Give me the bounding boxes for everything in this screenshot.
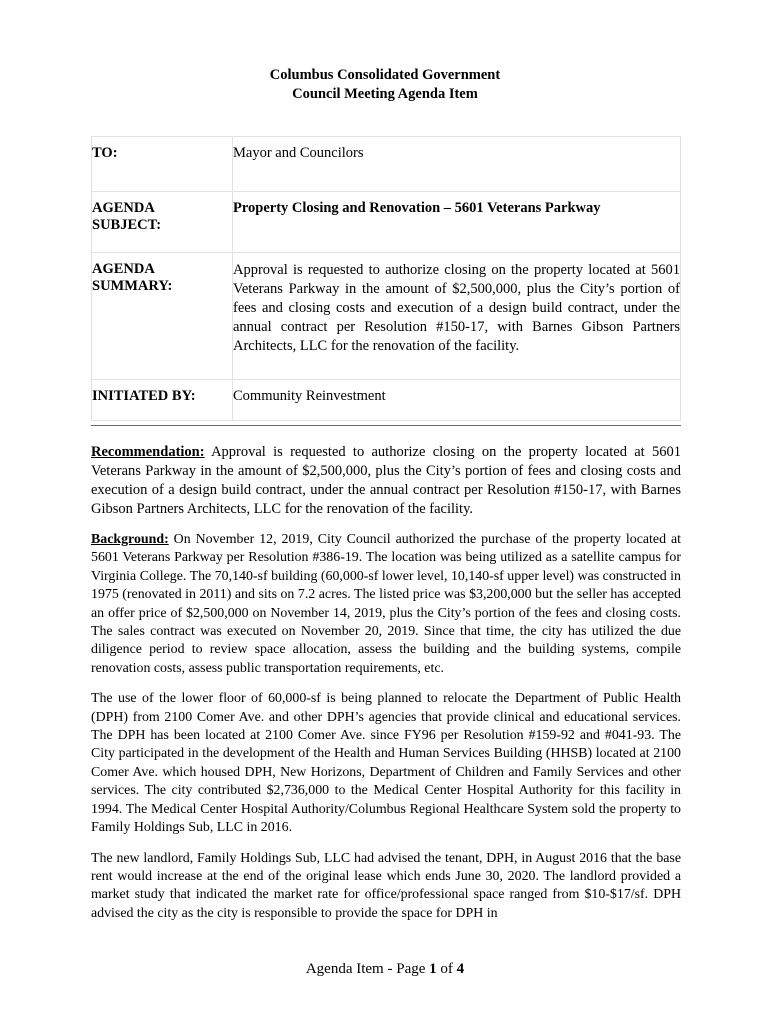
subject-label xyxy=(92,192,233,253)
background-heading: Background: xyxy=(91,532,169,547)
summary-label-line1: AGENDA xyxy=(92,261,155,277)
section-divider xyxy=(91,425,681,426)
summary-value: Approval is requested to authorize closing on the property located at 5601 Veterans Parkway in the amount of $2,500,000, plus the City’s portion of fees and closing costs and execution of a design build contract, under the annual contract per Resolution #150-17, with Barnes Gibson Partners Architects, LLC for the renovation of the facility. xyxy=(233,253,681,380)
recommendation-heading: Recommendation: xyxy=(91,444,205,460)
footer-prefix: Agenda Item - Page xyxy=(305,961,430,977)
summary-label xyxy=(92,253,233,380)
recommendation-paragraph xyxy=(91,443,681,519)
background-text: On November 12, 2019, City Council authorized the purchase of the property located at 5601 Veterans Parkway per Resolution #386-19. The location was being utilized as a satellite campus for Virginia College. The 70,140-sf building (60,000-sf lower level, 10,140-sf upper level) was constructed in 1975 (renovated in 2011) and sits on 7.2 acres. The listed price was $3,200,000 but the seller has accepted an offer price of $2,500,000 on November 14, 2019, plus the City’s portion of the fees and closing costs. The sales contract was executed on November 20, 2019. Since that time, the city has utilized the due diligence period to review space allocation, assess the building and the building systems, compile renovation costs, assess public transportation requirements, etc. xyxy=(91,532,681,676)
footer-page-number: 1 xyxy=(429,961,437,977)
footer-middle: of xyxy=(436,961,457,977)
to-label: TO: xyxy=(92,137,233,192)
recommendation-text: Approval is requested to authorize closing on the property located at 5601 Veterans Parkway in the amount of $2,500,000, plus the City’s portion of fees and closing costs and execution of a design build contract, under the annual contract per Resolution #150-17, with Barnes Gibson Partners Architects, LLC for the renovation of the facility. xyxy=(91,444,681,517)
table-row xyxy=(92,253,681,380)
document-body xyxy=(91,443,681,935)
agenda-info-table xyxy=(91,136,681,421)
document-header xyxy=(0,66,770,104)
initiated-label: INITIATED BY: xyxy=(92,380,233,421)
subject-value: Property Closing and Renovation – 5601 Veterans Parkway xyxy=(233,192,681,253)
subject-label-line2: SUBJECT: xyxy=(92,217,162,233)
table-row xyxy=(92,137,681,192)
table-row xyxy=(92,380,681,421)
landlord-paragraph: The new landlord, Family Holdings Sub, LLC had advised the tenant, DPH, in August 2016 that the base rent would increase at the end of the original lease which ends June 30, 2020. The landlord provided a market study that indicated the market rate for office/professional space ranged from $10-$17/sf. DPH advised the city as the city is responsible to provide the space for DPH in xyxy=(91,850,681,921)
page-footer xyxy=(0,961,770,978)
summary-label-line2: SUMMARY: xyxy=(92,278,173,294)
table-row xyxy=(92,192,681,253)
footer-page-total: 4 xyxy=(456,961,465,977)
initiated-value: Community Reinvestment xyxy=(233,380,681,421)
header-document-type: Council Meeting Agenda Item xyxy=(292,86,478,102)
lower-floor-paragraph: The use of the lower floor of 60,000-sf is being planned to relocate the Department of Public Health (DPH) from 2100 Comer Ave. and other DPH’s agencies that provide clinical and educational services. The DPH has been located at 2100 Comer Ave. since FY96 per Resolution #159-92 and #041-93. The City participated in the development of the Health and Human Services Building (HHSB) located at 2100 Comer Ave. which housed DPH, New Horizons, Department of Children and Family Services and other services. The city contributed $2,736,000 to the Medical Center Hospital Authority for this facility in 1994. The Medical Center Hospital Authority/Columbus Regional Healthcare System sold the property to Family Holdings Sub, LLC in 2016. xyxy=(91,691,681,836)
subject-label-line1: AGENDA xyxy=(92,200,155,216)
to-value: Mayor and Councilors xyxy=(233,137,681,192)
header-organization: Columbus Consolidated Government xyxy=(269,67,501,83)
background-paragraph xyxy=(91,531,681,678)
